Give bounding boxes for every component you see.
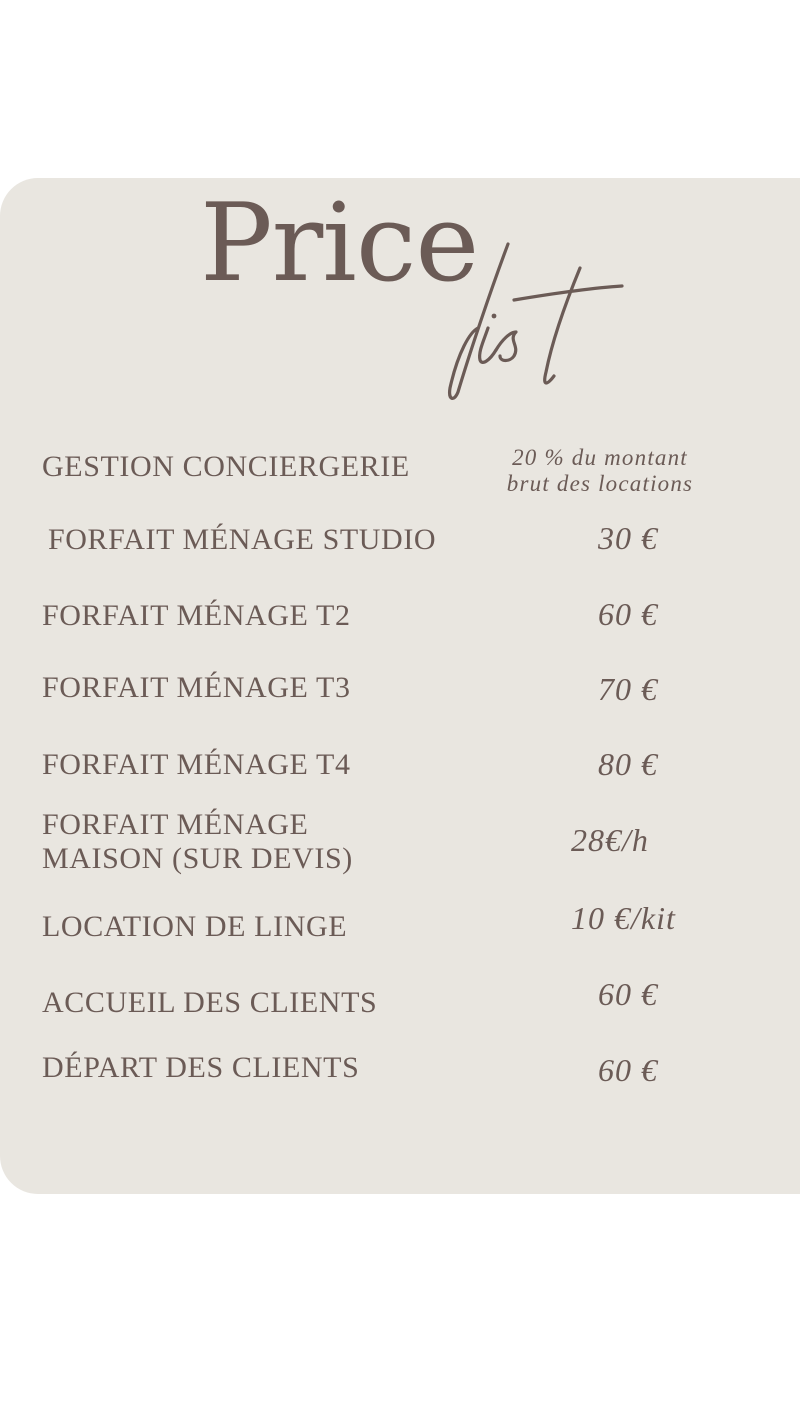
item-price: 28€/h (571, 822, 649, 858)
item-price-line: brut des locations (506, 471, 694, 496)
item-price: 70 € (598, 671, 658, 707)
item-label-line: FORFAIT MÉNAGE (42, 808, 309, 841)
item-label: FORFAIT MÉNAGE T2 (42, 599, 351, 632)
item-price: 60 € (598, 1052, 658, 1088)
item-price: 60 € (598, 976, 658, 1012)
item-label (42, 808, 353, 876)
item-label: FORFAIT MÉNAGE T3 (42, 671, 351, 704)
item-price-line: 20 % du montant (512, 445, 688, 470)
item-label: FORFAIT MÉNAGE T4 (42, 748, 351, 781)
item-price: 80 € (598, 746, 658, 782)
item-label: FORFAIT MÉNAGE STUDIO (48, 523, 437, 556)
item-price: 10 €/kit (571, 900, 676, 936)
item-price: 60 € (598, 596, 658, 632)
title-list-script (430, 232, 630, 407)
item-label: LOCATION DE LINGE (42, 910, 348, 943)
item-label: DÉPART DES CLIENTS (42, 1051, 360, 1084)
item-label-line: MAISON (SUR DEVIS) (42, 842, 353, 875)
item-price (500, 445, 700, 497)
item-price: 30 € (598, 520, 658, 556)
item-label: ACCUEIL DES CLIENTS (42, 986, 378, 1019)
title-price: Price (200, 181, 479, 306)
item-label: GESTION CONCIERGERIE (42, 450, 410, 483)
